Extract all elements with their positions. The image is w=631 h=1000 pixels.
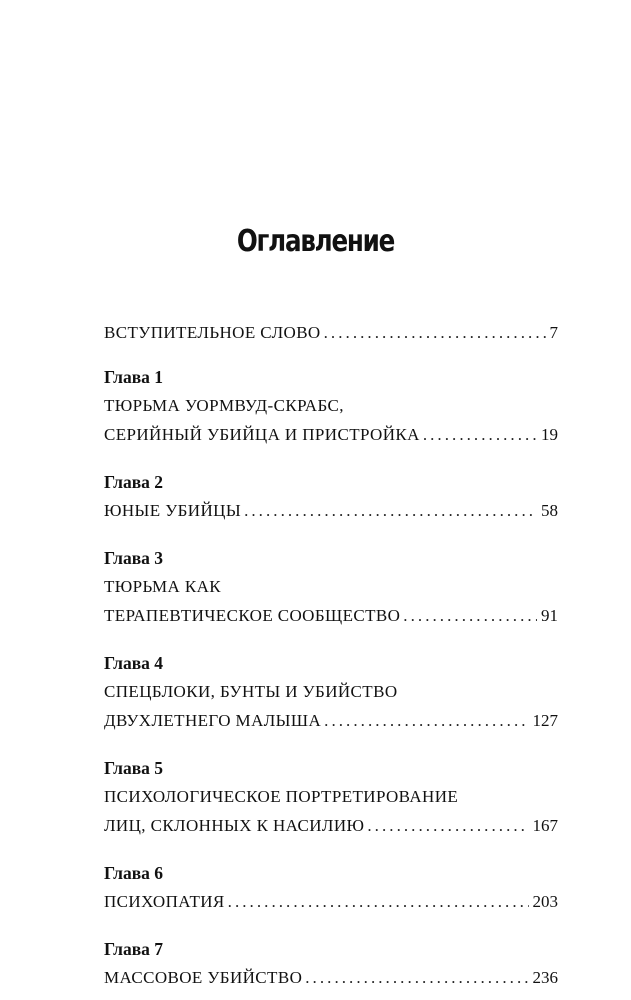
toc-page-number: 167	[532, 816, 558, 835]
toc-page-number: 7	[549, 323, 558, 342]
chapter-label: Глава 7	[104, 939, 164, 959]
toc-entry-title: ТЮРЬМА КАК	[104, 577, 221, 596]
toc-entry-title: ТЕРАПЕВТИЧЕСКОЕ СООБЩЕСТВО	[104, 606, 401, 625]
toc-entry-chapter-5[interactable]	[104, 756, 558, 840]
toc-entry-title: МАССОВОЕ УБИЙСТВО	[104, 968, 303, 987]
chapter-label: Глава 6	[104, 863, 164, 883]
toc-entry-chapter-7[interactable]	[104, 937, 558, 992]
table-of-contents	[104, 318, 558, 1000]
toc-line	[104, 496, 558, 525]
page-title: Оглавление	[236, 224, 395, 259]
toc-entry-title: СПЕЦБЛОКИ, БУНТЫ И УБИЙСТВО	[104, 682, 398, 701]
toc-entry-chapter-2[interactable]	[104, 470, 558, 525]
toc-page-number: 58	[541, 501, 558, 520]
toc-page-number: 127	[532, 711, 558, 730]
toc-entry-title: ЮНЫЕ УБИЙЦЫ	[104, 501, 242, 520]
chapter-label: Глава 5	[104, 758, 164, 778]
toc-entry-title: СЕРИЙНЫЙ УБИЙЦА И ПРИСТРОЙКА	[104, 425, 420, 444]
dot-leader	[324, 706, 528, 735]
toc-line	[104, 963, 558, 992]
toc-entry-title: ЛИЦ, СКЛОННЫХ К НАСИЛИЮ	[104, 816, 365, 835]
toc-entry-chapter-4[interactable]	[104, 651, 558, 735]
toc-line	[104, 420, 558, 449]
chapter-label: Глава 1	[104, 367, 164, 387]
dot-leader	[228, 887, 529, 916]
dot-leader	[423, 420, 537, 449]
toc-entry-title: ДВУХЛЕТНЕГО МАЛЫША	[104, 711, 322, 730]
toc-line	[104, 318, 558, 347]
toc-line	[104, 677, 558, 706]
toc-entry-title: ПСИХОПАТИЯ	[104, 892, 225, 911]
toc-line	[104, 391, 558, 420]
toc-line	[104, 811, 558, 840]
toc-line	[104, 601, 558, 630]
dot-leader	[367, 811, 528, 840]
chapter-label: Глава 3	[104, 548, 164, 568]
toc-entry-title: ТЮРЬМА УОРМВУД-СКРАБС,	[104, 396, 344, 415]
toc-entry-title: ПСИХОЛОГИЧЕСКОЕ ПОРТРЕТИРОВАНИЕ	[104, 787, 459, 806]
toc-entry-intro[interactable]	[104, 318, 558, 347]
toc-line	[104, 706, 558, 735]
toc-line	[104, 782, 558, 811]
dot-leader	[305, 963, 528, 992]
chapter-label: Глава 2	[104, 472, 164, 492]
toc-entry-chapter-6[interactable]	[104, 861, 558, 916]
toc-entry-chapter-3[interactable]	[104, 546, 558, 630]
toc-page-number: 236	[532, 968, 558, 987]
toc-page-number: 91	[541, 606, 558, 625]
toc-page-number: 19	[541, 425, 558, 444]
chapter-label: Глава 4	[104, 653, 164, 673]
toc-entry-title: ВСТУПИТЕЛЬНОЕ СЛОВО	[104, 323, 321, 342]
dot-leader	[324, 318, 546, 347]
toc-entry-chapter-1[interactable]	[104, 365, 558, 449]
toc-page-number: 203	[532, 892, 558, 911]
toc-line	[104, 887, 558, 916]
dot-leader	[244, 496, 537, 525]
dot-leader	[403, 601, 537, 630]
toc-line	[104, 572, 558, 601]
